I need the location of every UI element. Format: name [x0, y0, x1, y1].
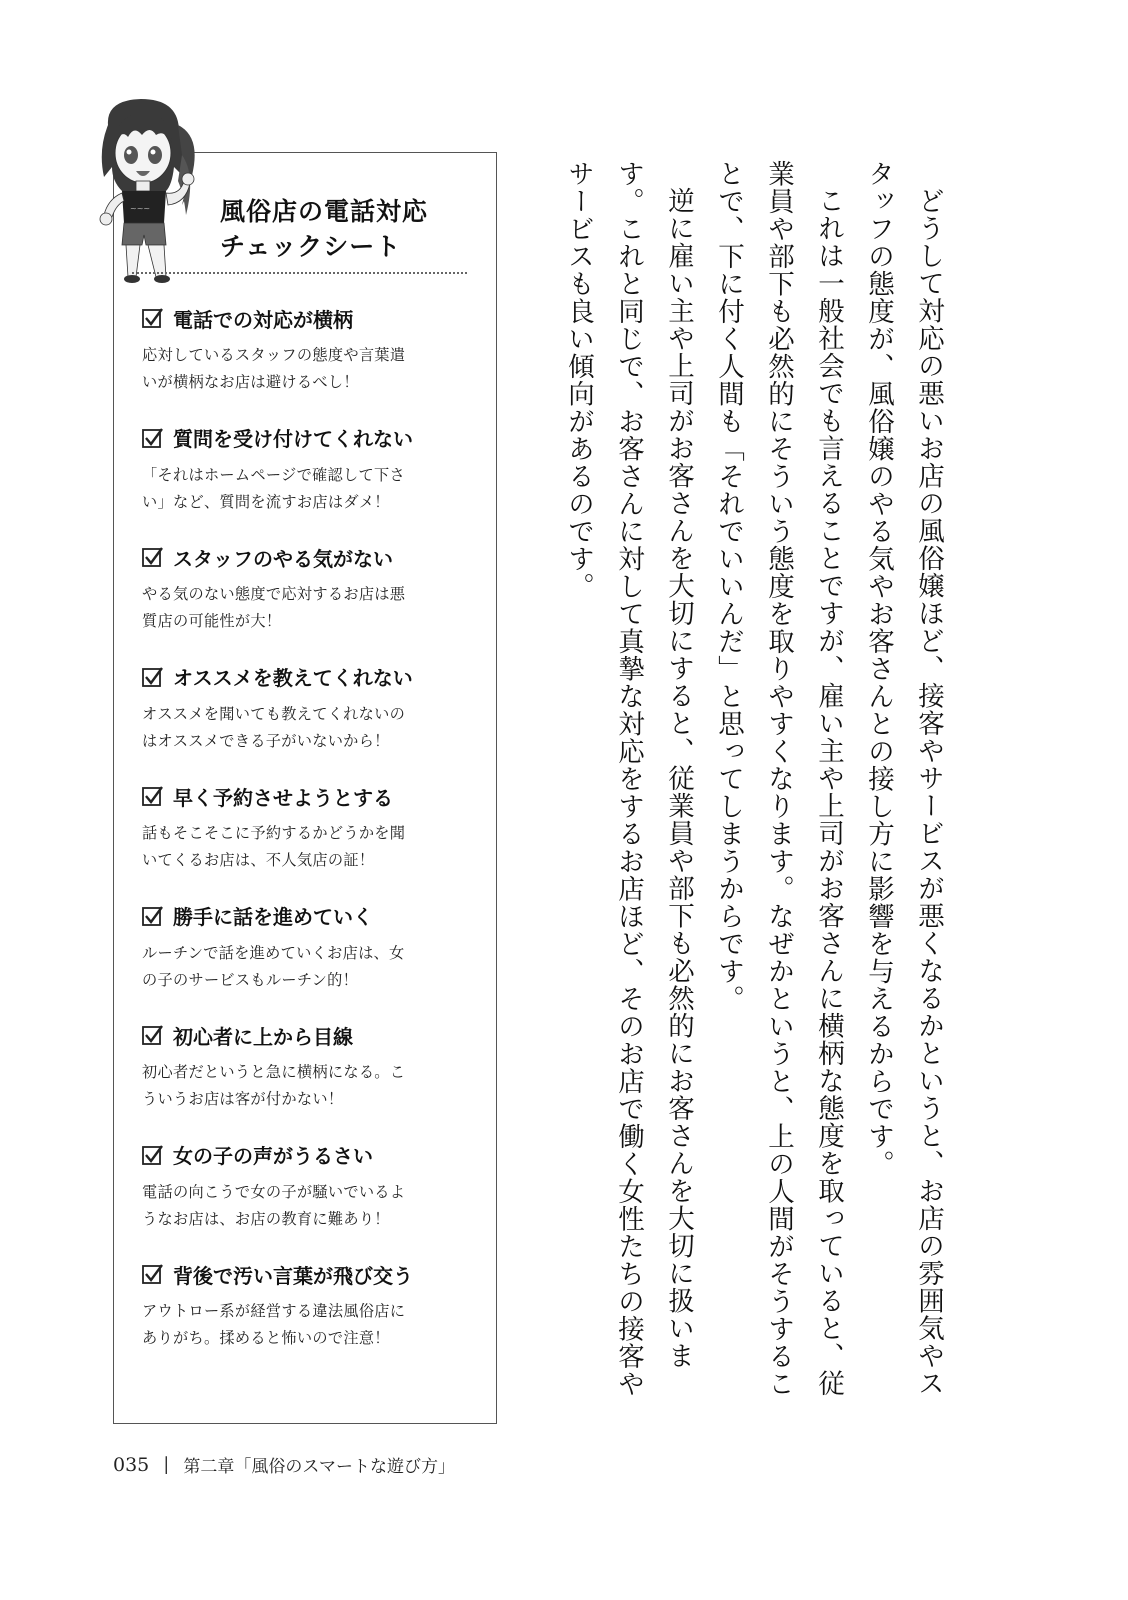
- body-paragraph: どうして対応の悪いお店の風俗嬢ほど、接客やサービスが悪くなるかというと、お店の雰囲気やスタッフの態度が、風俗嬢のやる気やお客さんとの接し方に影響を与えるからです。: [863, 160, 944, 1397]
- checklist-item-desc: ういうお店は客が付かない！: [142, 1090, 344, 1108]
- checkbox-checked-icon: [142, 1263, 164, 1285]
- checklist-item-desc: 電話の向こうで女の子が騒いでいるよ: [142, 1182, 406, 1201]
- checklist-item: [142, 1020, 472, 1140]
- checklist-item-heading: 初心者に上から目線: [173, 1024, 353, 1049]
- checklist-item: [142, 542, 472, 662]
- page-footer: [113, 1452, 455, 1477]
- checklist-items: [142, 303, 472, 1379]
- checkbox-checked-icon: [142, 1144, 164, 1166]
- checklist-item: [142, 1140, 472, 1260]
- checklist-item-desc: はオススメできる子がいないから！: [142, 731, 390, 750]
- checklist-item: [142, 1259, 472, 1379]
- body-paragraph: 逆に雇い主や上司がお客さんを大切にすると、従業員や部下も必然的にお客さんを大切に扱います。これと同じで、お客さんに対して真摯な対応をするお店ほど、そのお店で働く女性たちの接客やサービスも良い傾向があるのです。: [563, 160, 694, 1398]
- checklist-item-heading: 質問を受け付けてくれない: [173, 427, 413, 451]
- title-divider: [132, 272, 467, 274]
- body-paragraph: これは一般社会でも言えることですが、雇い主や上司がお客さんに横柄な態度を取っていると、従業員や部下も必然的にそういう態度を取りやすくなります。なぜかというと、上の人間がそうすることで、下に付く人間も「それでいいんだ」と思ってしまうからです。: [713, 160, 844, 1398]
- checklist-item-heading: スタッフのやる気がない: [173, 546, 393, 571]
- checkbox-checked-icon: [142, 905, 164, 927]
- checklist-item-desc: 応対しているスタッフの態度や言葉遣: [142, 346, 406, 364]
- checklist-item: [142, 781, 472, 901]
- checklist-item-desc: いてくるお店は、不人気店の証！: [142, 851, 375, 869]
- checklist-item-desc: アウトロー系が経営する違法風俗店に: [142, 1302, 406, 1320]
- checklist-item-desc: 話もそこそこに予約するかどうかを聞: [142, 824, 406, 842]
- svg-text:~~~: ~~~: [130, 204, 151, 213]
- checklist-item-desc: の子のサービスもルーチン的！: [142, 970, 359, 989]
- checklist-item-desc: 初心者だというと急に横柄になる。こ: [142, 1063, 406, 1081]
- checklist-item-desc: やる気のない態度で応対するお店は悪: [142, 585, 406, 603]
- checklist-item: [142, 662, 472, 782]
- checklist-item-desc: うなお店は、お店の教育に難あり！: [142, 1209, 390, 1228]
- checklist-item-desc: ありがち。揉めると怖いので注意！: [142, 1329, 390, 1347]
- checklist-item-heading: 電話での対応が横柄: [173, 307, 353, 332]
- checklist-item-heading: 女の子の声がうるさい: [173, 1144, 373, 1168]
- chapter-title: 第二章「風俗のスマートな遊び方」: [183, 1457, 456, 1477]
- checklist-item: [142, 423, 472, 543]
- checklist-item-heading: オススメを教えてくれない: [173, 666, 413, 690]
- checklist-item-desc: い」など、質問を流すお店はダメ！: [142, 492, 390, 511]
- checkbox-checked-icon: [142, 427, 164, 449]
- mascot-girl-illustration: [86, 95, 204, 285]
- checklist-item-desc: 質店の可能性が大！: [142, 612, 282, 630]
- checkbox-checked-icon: [142, 666, 164, 688]
- checklist-item-heading: 勝手に話を進めていく: [173, 905, 373, 929]
- checkbox-checked-icon: [142, 1024, 164, 1046]
- checkbox-checked-icon: [142, 307, 164, 329]
- checklist-title-line1: 風俗店の電話対応: [220, 197, 429, 226]
- checklist-item-desc: ルーチンで話を進めていくお店は、女: [142, 943, 405, 962]
- checkbox-checked-icon: [142, 785, 164, 807]
- checklist-item-desc: 「それはホームページで確認して下さ: [142, 465, 405, 484]
- checklist-title: [220, 194, 428, 264]
- checklist-item-heading: 背後で汚い言葉が飛び交う: [173, 1263, 413, 1288]
- checklist-item: [142, 901, 472, 1021]
- footer-separator: |: [163, 1454, 170, 1475]
- checkbox-checked-icon: [142, 546, 164, 568]
- body-text: [553, 160, 953, 1410]
- checklist-item-desc: オススメを聞いても教えてくれないの: [142, 704, 406, 723]
- checklist-item: [142, 303, 472, 423]
- checklist-item-heading: 早く予約させようとする: [173, 785, 393, 810]
- page-number: 035: [113, 1453, 150, 1476]
- checklist-item-desc: いが横柄なお店は避けるべし！: [142, 373, 359, 391]
- checklist-title-line2: チェックシート: [220, 232, 402, 261]
